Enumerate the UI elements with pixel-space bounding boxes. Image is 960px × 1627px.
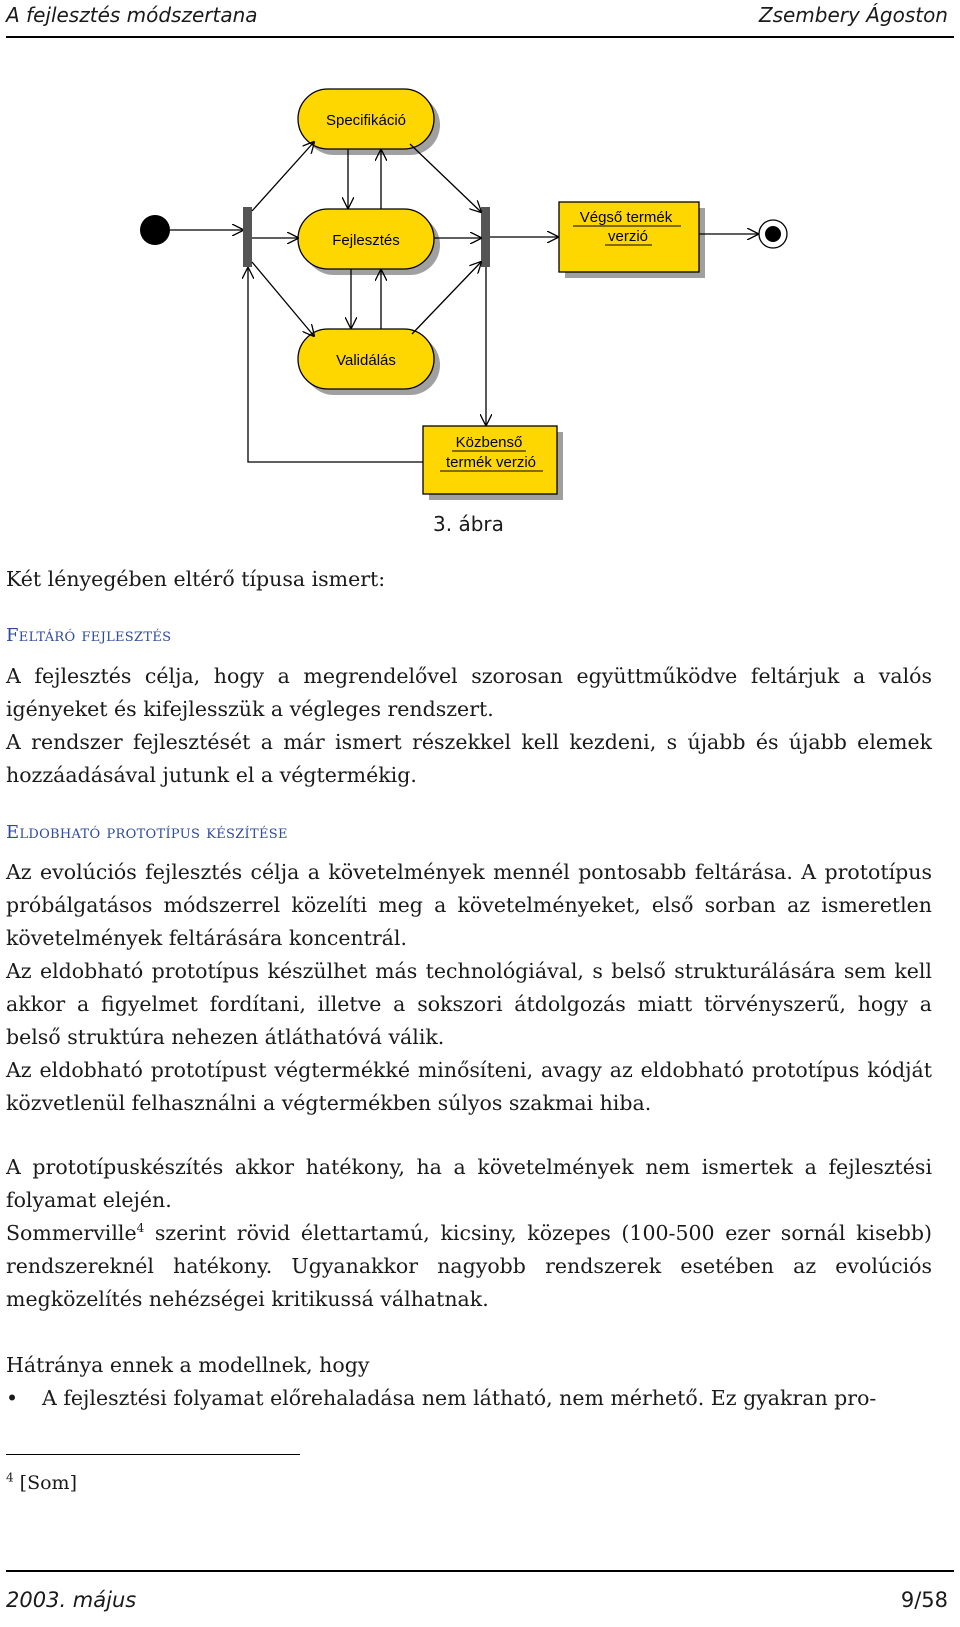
section1-paragraph-1: A fejlesztés célja, hogy a megrendelővel szorosan együttműködve feltárjuk a valós igényeket és kifejlesszük a végleges rendszert. <box>6 664 932 721</box>
header-author: Zsembery Ágoston <box>758 3 948 27</box>
object-vegso-line1: Végső termék <box>579 209 673 226</box>
state-validalas-label: Validálás <box>336 352 396 369</box>
section2-heading: Eldobható prototípus készítése <box>6 822 288 843</box>
flow-fork-to-validalas <box>252 262 314 336</box>
header-title: A fejlesztés módszertana <box>6 3 258 27</box>
flow-validalas-to-join <box>412 262 481 334</box>
efficiency-paragraph <box>6 1151 932 1316</box>
bullet-dot-icon: • <box>6 1386 19 1410</box>
figure-caption: 3. ábra <box>433 512 504 536</box>
footnote-divider <box>6 1454 300 1455</box>
section2-paragraph-2: Az eldobható prototípus készülhet más technológiával, s belső strukturálására sem kell akkor a figyelmet fordítani, illetve a sokszori átdolgozás miatt törvényszerű, hogy a belső struktúra nehezen átláthatóvá válik. <box>6 959 932 1049</box>
flow-fork-to-specifikacio <box>252 142 314 211</box>
efficiency-text: A prototípuskészítés akkor hatékony, ha a követelmények nem ismertek a fejlesztési folyamat elején. <box>6 1155 932 1212</box>
section2-paragraph-3: Az eldobható prototípust végtermékké minősíteni, avagy az eldobható prototípus kódját közvetlenül felhasználni a végtermékben súlyos szakmai hiba. <box>6 1058 932 1115</box>
footnote-text: [Som] <box>13 1472 77 1494</box>
page-header <box>6 0 954 38</box>
section1-body <box>6 660 932 792</box>
object-vegso-line2: verzió <box>607 228 649 245</box>
section2-body <box>6 856 932 1120</box>
fork-bar <box>243 207 252 267</box>
page-number: 9/58 <box>900 1588 948 1612</box>
activity-diagram <box>0 50 960 510</box>
state-specifikacio-label: Specifikáció <box>325 112 407 129</box>
initial-node <box>140 215 170 245</box>
sommerville-text: szerint rövid élettartamú, kicsiny, közepes (100-500 ezer sornál kisebb) rendszereknél hatékony. Ugyanakkor nagyobb rendszerek esetében az evolúciós megközelítés nehézségei kritikussá válhatnak. <box>6 1221 932 1311</box>
page-footer <box>6 1570 954 1622</box>
object-kozbenso-line1: Közbenső <box>455 434 523 451</box>
footnote-number: 4 <box>6 1470 14 1485</box>
drawback-intro: Hátránya ennek a modellnek, hogy <box>6 1353 370 1377</box>
flow-specifikacio-to-join <box>410 144 481 212</box>
sommerville-paragraph <box>6 1217 932 1316</box>
object-kozbenso-line2: termék verzió <box>445 454 537 471</box>
join-bar <box>481 207 490 267</box>
state-fejlesztes-label: Fejlesztés <box>332 232 400 249</box>
footer-date: 2003. május <box>6 1588 137 1612</box>
intro-text: Két lényegében eltérő típusa ismert: <box>6 567 386 591</box>
sommerville-name: Sommerville <box>6 1221 137 1245</box>
section1-paragraph-2: A rendszer fejlesztését a már ismert részekkel kell kezdeni, s újabb és újabb elemek hozzáadásával jutunk el a végtermékig. <box>6 730 932 787</box>
bullet-text: A fejlesztési folyamat előrehaladása nem látható, nem mérhető. Ez gyakran pro- <box>42 1386 877 1410</box>
footnote <box>6 1468 77 1498</box>
section1-heading: Feltáró fejlesztés <box>6 625 172 646</box>
section2-paragraph-1: Az evolúciós fejlesztés célja a követelmények mennél pontosabb feltárása. A prototípus próbálgatásos módszerrel közelíti meg a követelményeket, első sorban az ismeretlen követelmények feltárására koncentrál. <box>6 860 932 950</box>
footnote-ref: 4 <box>136 1221 145 1236</box>
